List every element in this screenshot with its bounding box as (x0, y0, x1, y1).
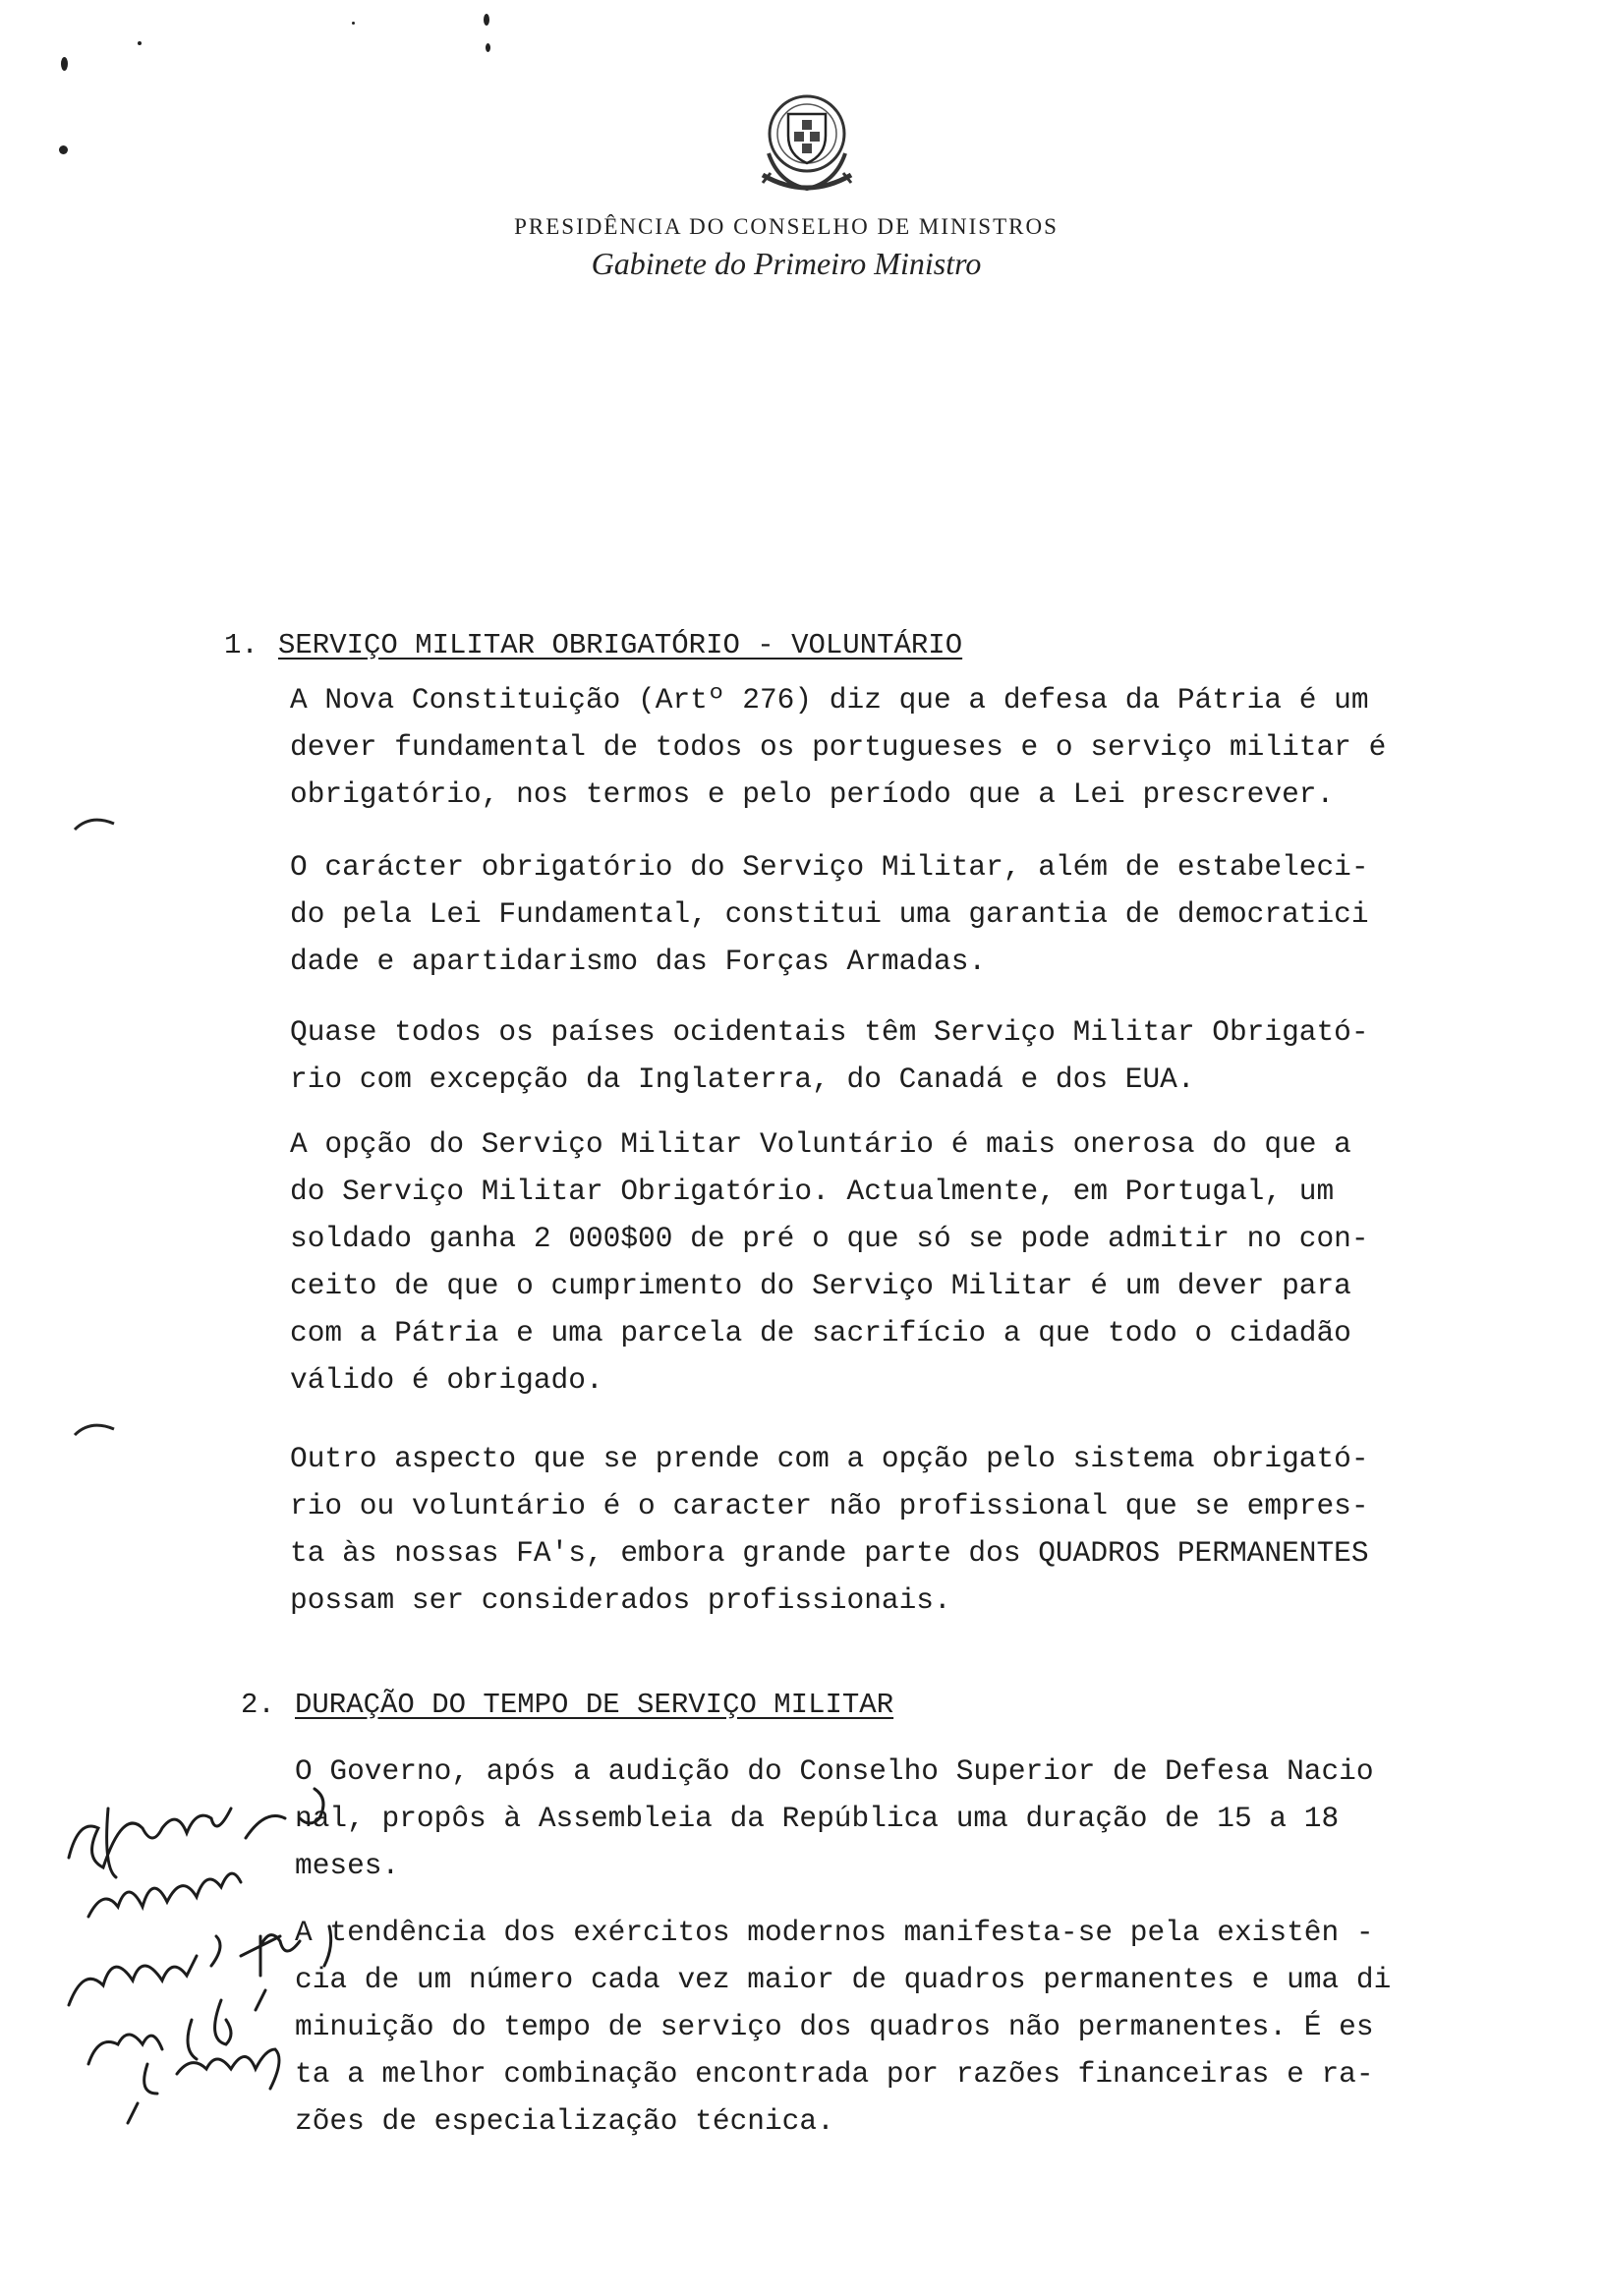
text-line: possam ser considerados profissionais. (290, 1583, 951, 1617)
section-1-paragraph-4 (290, 1120, 1528, 1404)
text-line: dever fundamental de todos os portugueses e o serviço militar é (290, 730, 1387, 764)
text-line: O Governo, após a audição do Conselho Superior de Defesa Nacio (295, 1754, 1374, 1788)
text-line: ceito de que o cumprimento do Serviço Militar é um dever para (290, 1269, 1351, 1302)
text-line: ta a melhor combinação encontrada por razões financeiras e ra- (295, 2057, 1374, 2091)
section-1-paragraph-5 (290, 1435, 1528, 1624)
text-line: ta às nossas FA's, embora grande parte dos QUADROS PERMANENTES (290, 1536, 1369, 1570)
text-line: A tendência dos exércitos modernos manifesta-se pela existên - (295, 1916, 1374, 1949)
margin-mark (71, 1419, 120, 1439)
text-line: do pela Lei Fundamental, constitui uma garantia de democratici (290, 897, 1369, 931)
text-line: Outro aspecto que se prende com a opção pelo sistema obrigató- (290, 1442, 1369, 1475)
letterhead-office: Gabinete do Primeiro Ministro (591, 246, 982, 281)
text-line: soldado ganha 2 000$00 de pré o que só se pode admitir no con- (290, 1222, 1369, 1255)
text-line: zões de especialização técnica. (295, 2104, 834, 2138)
margin-mark (71, 814, 120, 833)
text-line: nal, propôs à Assembleia da República uma duração de 15 a 18 (295, 1802, 1340, 1835)
section-2-number: 2. (241, 1689, 275, 1721)
section-1-heading: SERVIÇO MILITAR OBRIGATÓRIO - VOLUNTÁRIO (278, 629, 963, 661)
text-line: obrigatório, nos termos e pelo período que a Lei prescrever. (290, 777, 1335, 811)
scan-speck (138, 41, 142, 45)
scan-speck (352, 22, 355, 25)
text-line: dade e apartidarismo das Forças Armadas. (290, 945, 987, 978)
section-1-paragraph-1 (290, 676, 1528, 818)
section-1-paragraph-3 (290, 1008, 1528, 1103)
scan-speck (61, 57, 68, 71)
handwritten-margin-note (49, 1750, 344, 2162)
text-line: válido é obrigado. (290, 1363, 603, 1397)
section-1-paragraph-2 (290, 843, 1528, 985)
scan-speck (484, 14, 489, 26)
section-1-number: 1. (224, 629, 258, 661)
text-line: Quase todos os países ocidentais têm Serviço Militar Obrigató- (290, 1015, 1369, 1049)
text-line: meses. (295, 1849, 400, 1882)
text-line: rio com excepção da Inglaterra, do Canadá e dos EUA. (290, 1062, 1195, 1096)
section-2-paragraph-2 (295, 1909, 1533, 2145)
text-line: minuição do tempo de serviço dos quadros não permanentes. É es (295, 2010, 1374, 2043)
coat-of-arms-icon (749, 85, 865, 202)
section-2-heading: DURAÇÃO DO TEMPO DE SERVIÇO MILITAR (295, 1689, 894, 1721)
section-2-paragraph-1 (295, 1748, 1533, 1889)
text-line: cia de um número cada vez maior de quadros permanentes e uma di (295, 1963, 1392, 1996)
scan-speck (59, 145, 68, 154)
text-line: O carácter obrigatório do Serviço Militar, além de estabeleci- (290, 850, 1369, 884)
text-line: com a Pátria e uma parcela de sacrifício a que todo o cidadão (290, 1316, 1351, 1349)
text-line: A Nova Constituição (Artº 276) diz que a defesa da Pátria é um (290, 683, 1369, 717)
scan-speck (486, 43, 490, 52)
letterhead-title: PRESIDÊNCIA DO CONSELHO DE MINISTROS (514, 214, 1059, 239)
text-line: A opção do Serviço Militar Voluntário é mais onerosa do que a (290, 1127, 1351, 1161)
text-line: do Serviço Militar Obrigatório. Actualmente, em Portugal, um (290, 1175, 1335, 1208)
text-line: rio ou voluntário é o caracter não profissional que se empres- (290, 1489, 1369, 1522)
